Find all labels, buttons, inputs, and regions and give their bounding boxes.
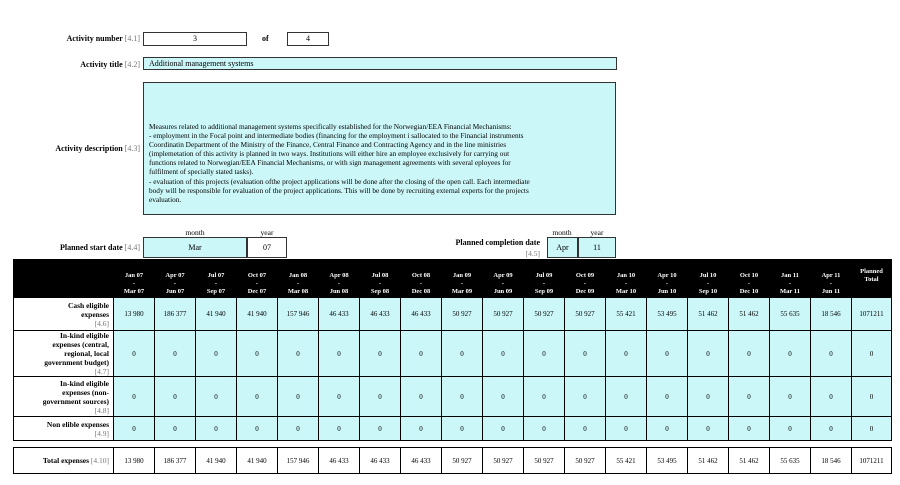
- amount-cell[interactable]: 0: [237, 377, 278, 417]
- start-year-input[interactable]: 07: [247, 237, 287, 258]
- amount-cell[interactable]: 0: [483, 377, 524, 417]
- description-line: - evaluation of this projects (evaluation ofthe project applications will be done after the closing of the open call. Each intermediate: [149, 176, 530, 186]
- amount-cell[interactable]: 0: [155, 417, 196, 441]
- amount-cell[interactable]: 0: [524, 417, 565, 441]
- description-line: evaluation.: [149, 194, 182, 204]
- table-row: [14, 298, 892, 331]
- period-header: Jul 07 - Sep 07: [196, 260, 237, 298]
- total-amount-cell: 186 377: [155, 448, 196, 474]
- amount-cell[interactable]: 0: [606, 331, 647, 377]
- total-amount-cell: 51 462: [688, 448, 729, 474]
- row-total-cell: 0: [852, 331, 892, 377]
- planned-completion-label: Planned completion date: [455, 238, 540, 247]
- amount-cell[interactable]: 0: [729, 377, 770, 417]
- completion-year-input[interactable]: 11: [578, 237, 616, 258]
- row-label: Non elible expenses [4.9]: [14, 417, 114, 441]
- activity-number-label: Activity number [4.1]: [66, 34, 140, 43]
- period-header: Oct 09 - Dec 09: [565, 260, 606, 298]
- total-amount-cell: 46 433: [360, 448, 401, 474]
- table-separator: [14, 441, 892, 448]
- row-label: In-kind eligible expenses (non- government sources) [4.8]: [14, 377, 114, 417]
- amount-cell[interactable]: 0: [401, 377, 442, 417]
- description-line: Coordinatin Department of the Ministry of the Finance, Central Finance and Contracting Agency and in the line ministries: [149, 140, 507, 150]
- amount-cell[interactable]: 50 927: [524, 298, 565, 331]
- period-header: Apr 08 - Jun 08: [319, 260, 360, 298]
- amount-cell[interactable]: 0: [811, 331, 852, 377]
- period-header: Oct 08 - Dec 08: [401, 260, 442, 298]
- amount-cell[interactable]: 51 462: [729, 298, 770, 331]
- of-label: of: [262, 34, 269, 43]
- amount-cell[interactable]: 0: [606, 377, 647, 417]
- amount-cell[interactable]: 0: [770, 417, 811, 441]
- start-month-input[interactable]: Mar: [143, 237, 247, 258]
- period-header: Apr 11 - Jun 11: [811, 260, 852, 298]
- amount-cell[interactable]: 0: [401, 417, 442, 441]
- amount-cell[interactable]: 0: [319, 377, 360, 417]
- amount-cell[interactable]: 18 546: [811, 298, 852, 331]
- amount-cell[interactable]: 53 495: [647, 298, 688, 331]
- total-amount-cell: 13 980: [114, 448, 155, 474]
- amount-cell[interactable]: 0: [729, 417, 770, 441]
- activity-description-label: Activity description [4.3]: [55, 144, 140, 153]
- start-year-header: year: [260, 228, 274, 237]
- table-row: [14, 377, 892, 417]
- amount-cell[interactable]: 0: [196, 377, 237, 417]
- period-header: Jan 08 - Mar 08: [278, 260, 319, 298]
- amount-cell[interactable]: 0: [688, 417, 729, 441]
- amount-cell[interactable]: 0: [442, 417, 483, 441]
- description-line: functions related to Norwegian/EEA Financial Mechanisms, or with sign management agreements with several eployees for: [149, 158, 511, 168]
- amount-cell[interactable]: 0: [196, 417, 237, 441]
- amount-cell[interactable]: 0: [196, 331, 237, 377]
- amount-cell[interactable]: 0: [401, 331, 442, 377]
- amount-cell[interactable]: 0: [483, 331, 524, 377]
- description-line: Measures related to additional management systems specifically established for the Norwegian/EEA Financial Mechanisms:: [149, 122, 512, 131]
- amount-cell[interactable]: 0: [770, 377, 811, 417]
- period-header: Jan 11 - Mar 11: [770, 260, 811, 298]
- description-line: body will be responsible for evaluation of the project applications. This will be done by recruiting external experts for the projects: [149, 185, 529, 195]
- amount-cell[interactable]: 0: [442, 331, 483, 377]
- amount-cell[interactable]: 0: [319, 331, 360, 377]
- total-expenses-row: [14, 448, 892, 474]
- amount-cell[interactable]: 0: [360, 417, 401, 441]
- amount-cell[interactable]: 0: [278, 417, 319, 441]
- amount-cell[interactable]: 0: [483, 417, 524, 441]
- period-header: Jan 07 - Mar 07: [114, 260, 155, 298]
- period-header: Jul 10 - Sep 10: [688, 260, 729, 298]
- period-header: Jul 08 - Sep 08: [360, 260, 401, 298]
- completion-year-header: year: [590, 228, 604, 237]
- amount-cell[interactable]: 51 462: [688, 298, 729, 331]
- amount-cell[interactable]: 13 980: [114, 298, 155, 331]
- amount-cell[interactable]: 50 927: [442, 298, 483, 331]
- total-amount-cell: 50 927: [483, 448, 524, 474]
- planned-completion-ref: [4.5]: [525, 249, 540, 258]
- budget-table: [13, 259, 892, 474]
- amount-cell[interactable]: 0: [278, 331, 319, 377]
- amount-cell[interactable]: 0: [606, 417, 647, 441]
- amount-cell[interactable]: 46 433: [360, 298, 401, 331]
- planned-start-label: Planned start date [4.4]: [60, 243, 140, 252]
- total-amount-cell: 41 940: [237, 448, 278, 474]
- amount-cell[interactable]: 157 946: [278, 298, 319, 331]
- amount-cell[interactable]: 0: [155, 331, 196, 377]
- activity-total-input[interactable]: 4: [287, 32, 329, 46]
- row-label: In-kind eligible expenses (central, regional, local government budget) [4.7]: [14, 331, 114, 377]
- row-total-cell: 0: [852, 377, 892, 417]
- amount-cell[interactable]: 55 421: [606, 298, 647, 331]
- period-header: Oct 07 - Dec 07: [237, 260, 278, 298]
- total-amount-cell: 50 927: [442, 448, 483, 474]
- amount-cell[interactable]: 0: [114, 331, 155, 377]
- amount-cell[interactable]: 0: [114, 377, 155, 417]
- period-header: Jan 09 - Mar 09: [442, 260, 483, 298]
- activity-description-input[interactable]: [143, 82, 616, 215]
- amount-cell[interactable]: 46 433: [401, 298, 442, 331]
- period-header: Jan 10 - Mar 10: [606, 260, 647, 298]
- period-header: Apr 09 - Jun 09: [483, 260, 524, 298]
- total-amount-cell: 18 546: [811, 448, 852, 474]
- total-amount-cell: 55 635: [770, 448, 811, 474]
- description-line: - employment in the Focal point and intermediate bodies (financing for the employment i sallocated to the Financial instruments: [149, 131, 524, 141]
- amount-cell[interactable]: 41 940: [237, 298, 278, 331]
- amount-cell[interactable]: 0: [114, 417, 155, 441]
- completion-month-header: month: [552, 228, 572, 237]
- table-row: [14, 417, 892, 441]
- total-amount-cell: 51 462: [729, 448, 770, 474]
- period-header: Apr 10 - Jun 10: [647, 260, 688, 298]
- amount-cell[interactable]: 0: [688, 331, 729, 377]
- amount-cell[interactable]: 0: [565, 331, 606, 377]
- amount-cell[interactable]: 0: [360, 331, 401, 377]
- amount-cell[interactable]: 41 940: [196, 298, 237, 331]
- row-label: Cash eligible expenses [4.6]: [14, 298, 114, 331]
- amount-cell[interactable]: 0: [237, 331, 278, 377]
- amount-cell[interactable]: 0: [811, 417, 852, 441]
- period-header: Apr 07 - Jun 07: [155, 260, 196, 298]
- amount-cell[interactable]: 0: [565, 377, 606, 417]
- amount-cell[interactable]: 186 377: [155, 298, 196, 331]
- activity-title-input[interactable]: Additional management systems: [143, 57, 617, 70]
- total-amount-cell: 46 433: [401, 448, 442, 474]
- amount-cell[interactable]: 50 927: [565, 298, 606, 331]
- total-amount-cell: 53 495: [647, 448, 688, 474]
- period-header: Oct 10 - Dec 10: [729, 260, 770, 298]
- grand-total-cell: 1071211: [852, 448, 892, 474]
- period-header: Jul 09 - Sep 09: [524, 260, 565, 298]
- amount-cell[interactable]: 0: [278, 377, 319, 417]
- total-amount-cell: 50 927: [565, 448, 606, 474]
- table-row: [14, 331, 892, 377]
- amount-cell[interactable]: 0: [647, 331, 688, 377]
- planned-total-header: Planned Total: [852, 260, 892, 298]
- amount-cell[interactable]: 0: [565, 417, 606, 441]
- amount-cell[interactable]: 0: [155, 377, 196, 417]
- table-corner: [14, 260, 114, 298]
- amount-cell[interactable]: 0: [360, 377, 401, 417]
- amount-cell[interactable]: 0: [770, 331, 811, 377]
- amount-cell[interactable]: 46 433: [319, 298, 360, 331]
- completion-month-input[interactable]: Apr: [547, 237, 578, 258]
- amount-cell[interactable]: 0: [237, 417, 278, 441]
- amount-cell[interactable]: 0: [647, 377, 688, 417]
- amount-cell[interactable]: 0: [524, 331, 565, 377]
- amount-cell[interactable]: 0: [688, 377, 729, 417]
- amount-cell[interactable]: 0: [811, 377, 852, 417]
- amount-cell[interactable]: 0: [729, 331, 770, 377]
- row-total-cell: 0: [852, 417, 892, 441]
- total-amount-cell: 55 421: [606, 448, 647, 474]
- total-expenses-label: Total expenses [4.10]: [14, 448, 114, 474]
- amount-cell[interactable]: 55 635: [770, 298, 811, 331]
- total-amount-cell: 50 927: [524, 448, 565, 474]
- amount-cell[interactable]: 0: [647, 417, 688, 441]
- amount-cell[interactable]: 0: [442, 377, 483, 417]
- description-line: (implemetation of this activity is planned in two ways. Institutions will either hire an employee exclusively for carrying out: [149, 149, 510, 159]
- total-amount-cell: 46 433: [319, 448, 360, 474]
- activity-number-input[interactable]: 3: [143, 32, 247, 46]
- total-amount-cell: 41 940: [196, 448, 237, 474]
- description-line: fulfilment of specially stated tasks).: [149, 167, 254, 177]
- activity-title-label: Activity title [4.2]: [80, 60, 140, 69]
- start-month-header: month: [185, 228, 205, 237]
- row-total-cell: 1071211: [852, 298, 892, 331]
- amount-cell[interactable]: 0: [524, 377, 565, 417]
- amount-cell[interactable]: 50 927: [483, 298, 524, 331]
- total-amount-cell: 157 946: [278, 448, 319, 474]
- amount-cell[interactable]: 0: [319, 417, 360, 441]
